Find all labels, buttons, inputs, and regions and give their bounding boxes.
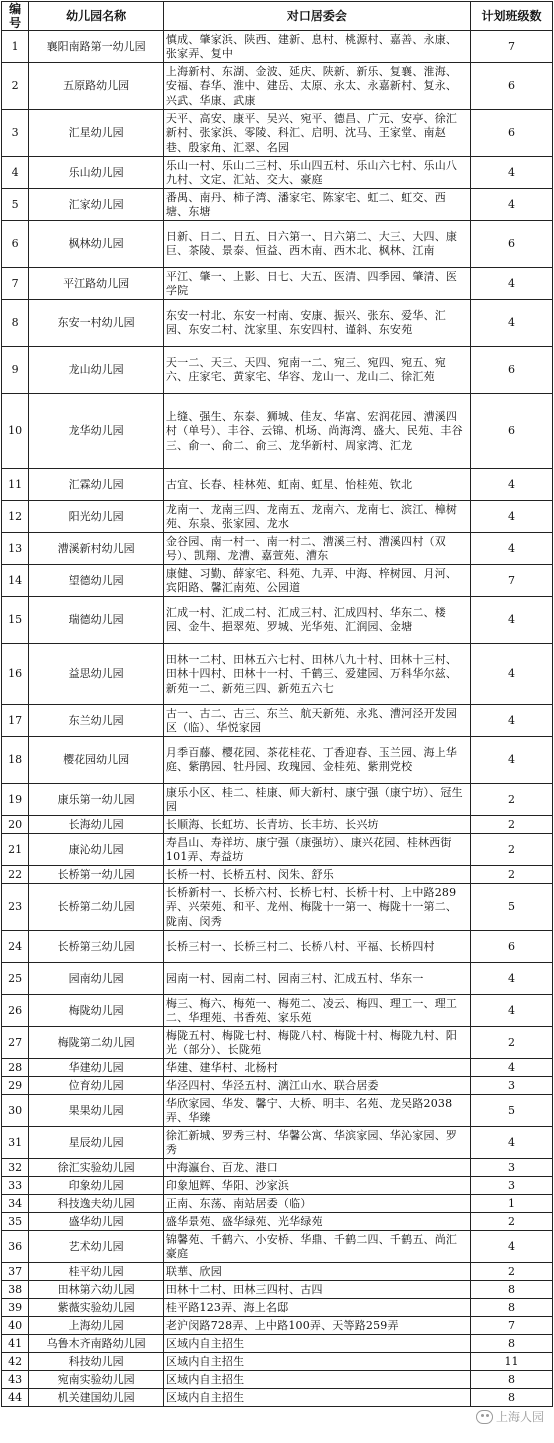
cell-number: 30 [2,1095,29,1127]
cell-kindergarten-name: 长桥第二幼儿园 [29,884,164,931]
cell-number: 33 [2,1177,29,1195]
cell-planned-classes: 7 [470,565,552,597]
cell-number: 11 [2,469,29,501]
cell-planned-classes: 4 [470,995,552,1027]
cell-neighborhoods: 上缝、强生、东泰、狮城、佳友、华富、宏润花园、漕溪四村（单号）、丰谷、云锦、机场、尚海湾、盛大、民苑、丰谷三、俞一、俞二、俞三、龙华新村、周家湾、汇龙 [163,394,470,469]
cell-number: 39 [2,1299,29,1317]
cell-planned-classes: 8 [470,1281,552,1299]
cell-neighborhoods: 区域内自主招生 [163,1389,470,1407]
table-row [2,189,553,221]
cell-neighborhoods: 梅三、梅六、梅苑一、梅苑二、凌云、梅四、理工一、理工二、华理苑、书香苑、家乐苑 [163,995,470,1027]
cell-kindergarten-name: 益思幼儿园 [29,644,164,705]
table-row [2,784,553,816]
cell-number: 12 [2,501,29,533]
cell-neighborhoods: 乐山一村、乐山二三村、乐山四五村、乐山六七村、乐山八九村、文定、汇站、交大、豪庭 [163,157,470,189]
cell-planned-classes: 4 [470,300,552,347]
cell-kindergarten-name: 科技逸夫幼儿园 [29,1195,164,1213]
cell-neighborhoods: 寿昌山、寿祥坊、康宁强（康强坊）、康兴花园、桂林西街101弄、寿益坊 [163,834,470,866]
cell-planned-classes: 2 [470,1027,552,1059]
cell-number: 22 [2,866,29,884]
cell-number: 27 [2,1027,29,1059]
cell-neighborhoods: 区域内自主招生 [163,1371,470,1389]
cell-neighborhoods: 金谷园、南一村一、南一村二、漕溪三村、漕溪四村（双号）、凯翔、龙漕、嘉萱苑、漕东 [163,533,470,565]
table-row [2,501,553,533]
table-row [2,995,553,1027]
table-row [2,347,553,394]
cell-number: 31 [2,1127,29,1159]
table-row [2,834,553,866]
cell-number: 40 [2,1317,29,1335]
cell-kindergarten-name: 徐汇实验幼儿园 [29,1159,164,1177]
table-row [2,1317,553,1335]
cell-kindergarten-name: 瑞德幼儿园 [29,597,164,644]
table-row [2,1299,553,1317]
header-planned-classes: 计划班级数 [470,2,552,31]
cell-kindergarten-name: 位育幼儿园 [29,1077,164,1095]
cell-neighborhoods: 龙南一、龙南三四、龙南五、龙南六、龙南七、滨江、樟树苑、东泉、张家园、龙水 [163,501,470,533]
table-row [2,533,553,565]
cell-number: 17 [2,705,29,737]
cell-number: 32 [2,1159,29,1177]
cell-neighborhoods: 长顺海、长虹坊、长青坊、长丰坊、长兴坊 [163,816,470,834]
cell-neighborhoods: 平江、肇一、上影、日七、大五、医清、四季园、肇清、医学院 [163,268,470,300]
cell-neighborhoods: 古宜、长春、桂林苑、虹南、虹星、怡桂苑、钦北 [163,469,470,501]
table-row [2,1059,553,1077]
table-row [2,469,553,501]
cell-neighborhoods: 华欣家园、华发、馨宁、大桥、明丰、名苑、龙吴路2038弄、华臻 [163,1095,470,1127]
cell-neighborhoods: 田林一二村、田林五六七村、田林八九十村、田林十三村、田林十四村、田林十一村、千鹤三、爱建园、万科华尔兹、新苑一二、新苑三四、新苑五六七 [163,644,470,705]
cell-kindergarten-name: 五原路幼儿园 [29,63,164,110]
table-row [2,884,553,931]
cell-planned-classes: 2 [470,816,552,834]
cell-number: 6 [2,221,29,268]
cell-planned-classes: 7 [470,1317,552,1335]
cell-planned-classes: 1 [470,1195,552,1213]
cell-neighborhoods: 正南、东荡、南站居委（临） [163,1195,470,1213]
cell-neighborhoods: 番禺、南丹、柿子湾、潘家宅、陈家宅、虹二、虹交、西塘、东塘 [163,189,470,221]
cell-planned-classes: 4 [470,597,552,644]
cell-kindergarten-name: 长海幼儿园 [29,816,164,834]
cell-planned-classes: 4 [470,469,552,501]
watermark-text: 上海人园 [495,1410,544,1424]
cell-planned-classes: 3 [470,1077,552,1095]
cell-planned-classes: 4 [470,1059,552,1077]
cell-neighborhoods: 华建、建华村、北杨村 [163,1059,470,1077]
cell-kindergarten-name: 梅陇幼儿园 [29,995,164,1027]
cell-number: 4 [2,157,29,189]
cell-kindergarten-name: 襄阳南路第一幼儿园 [29,31,164,63]
cell-number: 18 [2,737,29,784]
cell-number: 16 [2,644,29,705]
table-row [2,1263,553,1281]
cell-number: 21 [2,834,29,866]
cell-number: 10 [2,394,29,469]
cell-number: 25 [2,963,29,995]
cell-kindergarten-name: 樱花园幼儿园 [29,737,164,784]
cell-planned-classes: 8 [470,1335,552,1353]
cell-kindergarten-name: 枫林幼儿园 [29,221,164,268]
cell-planned-classes: 11 [470,1353,552,1371]
cell-planned-classes: 4 [470,189,552,221]
cell-neighborhoods: 汇成一村、汇成二村、汇成三村、汇成四村、华东二、楼园、金牛、挹翠苑、罗城、光华苑、汇润园、金塘 [163,597,470,644]
cell-planned-classes: 4 [470,268,552,300]
cell-number: 26 [2,995,29,1027]
cell-number: 37 [2,1263,29,1281]
table-row [2,1281,553,1299]
table-row [2,1231,553,1263]
cell-planned-classes: 3 [470,1177,552,1195]
watermark [476,1408,544,1425]
table-row [2,1159,553,1177]
cell-neighborhoods: 东安一村北、东安一村南、安康、振兴、张东、爱华、汇园、东安二村、沈家里、东安四村、谨斜、东安苑 [163,300,470,347]
cell-neighborhoods: 长桥一村、长桥五村、闵朱、舒乐 [163,866,470,884]
cell-planned-classes: 4 [470,644,552,705]
cell-kindergarten-name: 长桥第三幼儿园 [29,931,164,963]
cell-number: 28 [2,1059,29,1077]
cell-number: 44 [2,1389,29,1407]
cell-planned-classes: 2 [470,784,552,816]
cell-planned-classes: 5 [470,884,552,931]
table-row [2,1371,553,1389]
table-row [2,110,553,157]
cell-kindergarten-name: 果果幼儿园 [29,1095,164,1127]
table-row [2,1353,553,1371]
cell-kindergarten-name: 华建幼儿园 [29,1059,164,1077]
cell-neighborhoods: 康健、习勤、薛家宅、科苑、九弄、中海、梓树园、月河、宾阳路、馨汇南苑、公园道 [163,565,470,597]
cell-planned-classes: 7 [470,31,552,63]
cell-number: 19 [2,784,29,816]
table-row [2,644,553,705]
cell-neighborhoods: 盛华景苑、盛华绿苑、光华绿苑 [163,1213,470,1231]
cell-kindergarten-name: 漕溪新村幼儿园 [29,533,164,565]
cell-neighborhoods: 印象旭辉、华阳、沙家浜 [163,1177,470,1195]
cell-number: 20 [2,816,29,834]
cell-kindergarten-name: 乌鲁木齐南路幼儿园 [29,1335,164,1353]
cell-planned-classes: 4 [470,737,552,784]
cell-planned-classes: 4 [470,533,552,565]
table-row [2,597,553,644]
cell-neighborhoods: 华泾四村、华泾五村、漓江山水、联合居委 [163,1077,470,1095]
cell-number: 8 [2,300,29,347]
cell-neighborhoods: 联華、欣园 [163,1263,470,1281]
cell-planned-classes: 5 [470,1095,552,1127]
cell-planned-classes: 6 [470,221,552,268]
cell-neighborhoods: 天平、高安、康平、吴兴、宛平、德昌、广元、安亭、徐汇新村、张家浜、零陵、科汇、启明、沈马、王家堂、南赵巷、殷家角、汇翠、名园 [163,110,470,157]
cell-neighborhoods: 日新、日二、日五、日六第一、日六第二、大三、大四、康巨、茶陵、景泰、恒益、西木南、西木北、枫林、江南 [163,221,470,268]
cell-kindergarten-name: 汇霖幼儿园 [29,469,164,501]
cell-kindergarten-name: 龙山幼儿园 [29,347,164,394]
cell-neighborhoods: 上海新村、东湖、金波、延庆、陕新、新乐、复襄、淮海、安福、春华、淮中、建岳、太原、永太、永嘉新村、复永、兴武、华康、武康 [163,63,470,110]
table-row [2,737,553,784]
cell-number: 23 [2,884,29,931]
cell-kindergarten-name: 康沁幼儿园 [29,834,164,866]
table-row [2,565,553,597]
cell-neighborhoods: 长桥三村一、长桥三村二、长桥八村、平福、长桥四村 [163,931,470,963]
cell-kindergarten-name: 梅陇第二幼儿园 [29,1027,164,1059]
cell-planned-classes: 6 [470,931,552,963]
table-row [2,1095,553,1127]
cell-neighborhoods: 徐汇新城、罗秀三村、华馨公寓、华滨家园、华沁家园、罗秀 [163,1127,470,1159]
cell-kindergarten-name: 宛南实验幼儿园 [29,1371,164,1389]
cell-number: 5 [2,189,29,221]
cell-planned-classes: 8 [470,1371,552,1389]
cell-number: 35 [2,1213,29,1231]
cell-planned-classes: 6 [470,63,552,110]
table-row [2,31,553,63]
cell-number: 38 [2,1281,29,1299]
cell-neighborhoods: 古一、古二、古三、东兰、航天新苑、永兆、漕河泾开发园区（临）、华悦家园 [163,705,470,737]
cell-number: 29 [2,1077,29,1095]
table-row [2,157,553,189]
table-body [2,31,553,1407]
cell-number: 34 [2,1195,29,1213]
table-row [2,1389,553,1407]
cell-neighborhoods: 园南一村、园南二村、园南三村、汇成五村、华东一 [163,963,470,995]
cell-neighborhoods: 区域内自主招生 [163,1353,470,1371]
cell-kindergarten-name: 艺术幼儿园 [29,1231,164,1263]
table-row [2,1195,553,1213]
cell-kindergarten-name: 望德幼儿园 [29,565,164,597]
cell-kindergarten-name: 乐山幼儿园 [29,157,164,189]
table-header-row [2,2,553,31]
table-row [2,816,553,834]
cell-neighborhoods: 月季百藤、樱花园、茶花桂花、丁香迎春、玉兰园、海上华庭、紫鹃园、牡丹园、玫瑰园、金桂苑、紫荆党校 [163,737,470,784]
cell-planned-classes: 6 [470,110,552,157]
cell-neighborhoods: 梅陇五村、梅陇七村、梅陇八村、梅陇十村、梅陇九村、阳光（部分）、长陇苑 [163,1027,470,1059]
cell-number: 42 [2,1353,29,1371]
cell-kindergarten-name: 东兰幼儿园 [29,705,164,737]
cell-neighborhoods: 长桥新村一、长桥六村、长桥七村、长桥十村、上中路289弄、兴荣苑、和平、龙州、梅陇十一第一、梅陇十一第二、陇南、闵秀 [163,884,470,931]
cell-kindergarten-name: 紫薇实验幼儿园 [29,1299,164,1317]
cell-neighborhoods: 桂平路123弄、海上名邸 [163,1299,470,1317]
cell-number: 36 [2,1231,29,1263]
cell-kindergarten-name: 平江路幼儿园 [29,268,164,300]
table-row [2,221,553,268]
cell-number: 43 [2,1371,29,1389]
cell-number: 15 [2,597,29,644]
cell-planned-classes: 4 [470,501,552,533]
cell-planned-classes: 2 [470,834,552,866]
cell-planned-classes: 6 [470,347,552,394]
cell-neighborhoods: 田林十二村、田林三四村、古四 [163,1281,470,1299]
header-number: 编号 [2,2,29,31]
cell-planned-classes: 3 [470,1159,552,1177]
cell-kindergarten-name: 汇星幼儿园 [29,110,164,157]
table-row [2,963,553,995]
table-row [2,1335,553,1353]
table-row [2,1213,553,1231]
cell-planned-classes: 4 [470,1127,552,1159]
cell-number: 2 [2,63,29,110]
header-neighborhood-committees: 对口居委会 [163,2,470,31]
cell-planned-classes: 8 [470,1299,552,1317]
cell-kindergarten-name: 龙华幼儿园 [29,394,164,469]
table-row [2,300,553,347]
table-row [2,1077,553,1095]
cell-planned-classes: 4 [470,157,552,189]
cell-kindergarten-name: 科技幼儿园 [29,1353,164,1371]
table-row [2,866,553,884]
cell-neighborhoods: 区域内自主招生 [163,1335,470,1353]
cell-kindergarten-name: 汇家幼儿园 [29,189,164,221]
header-kindergarten-name: 幼儿园名称 [29,2,164,31]
cell-neighborhoods: 老沪闵路728弄、上中路100弄、天等路259弄 [163,1317,470,1335]
cell-kindergarten-name: 田林第六幼儿园 [29,1281,164,1299]
cell-planned-classes: 8 [470,1389,552,1407]
cell-kindergarten-name: 康乐第一幼儿园 [29,784,164,816]
cell-kindergarten-name: 东安一村幼儿园 [29,300,164,347]
cell-kindergarten-name: 长桥第一幼儿园 [29,866,164,884]
cell-number: 24 [2,931,29,963]
cell-planned-classes: 4 [470,963,552,995]
cell-neighborhoods: 康乐小区、桂二、桂康、师大新村、康宁强（康宁坊）、冠生园 [163,784,470,816]
cell-kindergarten-name: 印象幼儿园 [29,1177,164,1195]
cell-kindergarten-name: 星辰幼儿园 [29,1127,164,1159]
cell-kindergarten-name: 桂平幼儿园 [29,1263,164,1281]
table-row [2,268,553,300]
cell-planned-classes: 4 [470,705,552,737]
table-row [2,63,553,110]
cell-number: 1 [2,31,29,63]
table-row [2,1177,553,1195]
cell-neighborhoods: 天一二、天三、天四、宛南一二、宛三、宛四、宛五、宛六、庄家宅、黄家宅、华容、龙山一、龙山二、徐汇苑 [163,347,470,394]
cell-number: 3 [2,110,29,157]
cell-planned-classes: 2 [470,1213,552,1231]
cell-kindergarten-name: 阳光幼儿园 [29,501,164,533]
table-row [2,705,553,737]
cell-neighborhoods: 锦馨苑、千鹤六、小安桥、华鼎、千鹤二四、千鹤五、尚汇豪庭 [163,1231,470,1263]
cell-number: 41 [2,1335,29,1353]
cell-planned-classes: 6 [470,394,552,469]
cell-planned-classes: 2 [470,1263,552,1281]
table-row [2,1027,553,1059]
table-row [2,931,553,963]
cell-kindergarten-name: 园南幼儿园 [29,963,164,995]
wechat-icon [476,1410,493,1424]
cell-kindergarten-name: 盛华幼儿园 [29,1213,164,1231]
cell-planned-classes: 2 [470,866,552,884]
table-row [2,394,553,469]
cell-neighborhoods: 慎成、肇家浜、陕西、建新、息村、桃源村、嘉善、永康、张家弄、复中 [163,31,470,63]
cell-number: 9 [2,347,29,394]
cell-neighborhoods: 中海瀛台、百龙、港口 [163,1159,470,1177]
cell-planned-classes: 4 [470,1231,552,1263]
table-row [2,1127,553,1159]
cell-number: 14 [2,565,29,597]
cell-number: 13 [2,533,29,565]
cell-kindergarten-name: 机关建国幼儿园 [29,1389,164,1407]
kindergarten-table [1,1,553,1407]
cell-number: 7 [2,268,29,300]
cell-kindergarten-name: 上海幼儿园 [29,1317,164,1335]
